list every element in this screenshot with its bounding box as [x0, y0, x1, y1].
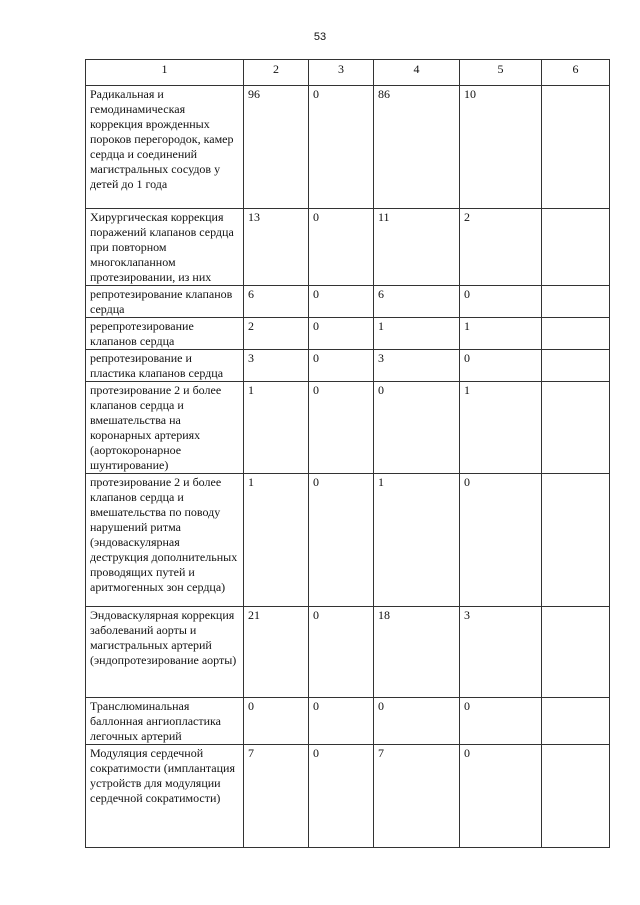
row-label: Модуляция сердечной сократимости (имплантация устройств для модуляции сердечной сократимости)	[86, 745, 244, 848]
table-row	[86, 382, 610, 474]
table-cell: 0	[309, 607, 374, 698]
row-label: Эндоваскулярная коррекция заболеваний аорты и магистральных артерий (эндопротезирование аорты)	[86, 607, 244, 698]
table-cell: 6	[244, 286, 309, 318]
table-cell: 1	[460, 318, 542, 350]
table-cell: 0	[460, 286, 542, 318]
table-row	[86, 698, 610, 745]
table-cell	[542, 698, 610, 745]
table-cell: 0	[309, 86, 374, 209]
row-label: ререпротезирование клапанов сердца	[86, 318, 244, 350]
row-label: протезирование 2 и более клапанов сердца и вмешательства по поводу нарушений ритма (эндоваскулярная деструкция дополнительных проводящих путей и аритмогенных зон сердца)	[86, 474, 244, 607]
table-cell: 6	[374, 286, 460, 318]
column-header: 1	[86, 60, 244, 86]
column-header: 5	[460, 60, 542, 86]
table-cell: 0	[309, 286, 374, 318]
table-cell: 0	[460, 474, 542, 607]
column-header: 2	[244, 60, 309, 86]
data-table	[85, 59, 610, 848]
table-cell: 7	[244, 745, 309, 848]
table-cell	[542, 286, 610, 318]
table-cell: 1	[374, 318, 460, 350]
header-row	[86, 60, 610, 86]
table-row	[86, 745, 610, 848]
table-cell: 0	[374, 698, 460, 745]
table-cell: 0	[460, 698, 542, 745]
table-cell: 0	[309, 698, 374, 745]
table-cell: 1	[374, 474, 460, 607]
table-cell	[542, 745, 610, 848]
table-cell	[542, 86, 610, 209]
table-cell: 86	[374, 86, 460, 209]
table-cell: 0	[309, 474, 374, 607]
table-row	[86, 86, 610, 209]
table-cell: 2	[244, 318, 309, 350]
row-label: репротезирование клапанов сердца	[86, 286, 244, 318]
table-cell	[542, 607, 610, 698]
table-cell	[542, 382, 610, 474]
table-cell	[542, 474, 610, 607]
table-row	[86, 286, 610, 318]
page-number: 53	[313, 31, 327, 43]
table-cell: 18	[374, 607, 460, 698]
column-header: 4	[374, 60, 460, 86]
table-cell: 10	[460, 86, 542, 209]
row-label: протезирование 2 и более клапанов сердца и вмешательства на коронарных артериях (аортокоронарное шунтирование)	[86, 382, 244, 474]
table-cell: 7	[374, 745, 460, 848]
table-cell: 1	[244, 474, 309, 607]
table-cell: 96	[244, 86, 309, 209]
table-cell: 0	[309, 350, 374, 382]
table-cell	[542, 318, 610, 350]
table-cell: 2	[460, 209, 542, 286]
table-cell: 21	[244, 607, 309, 698]
table-cell: 3	[460, 607, 542, 698]
table-row	[86, 318, 610, 350]
table-row	[86, 474, 610, 607]
row-label: Транслюминальная баллонная ангиопластика легочных артерий	[86, 698, 244, 745]
table-cell: 13	[244, 209, 309, 286]
table-cell: 0	[460, 350, 542, 382]
column-header: 3	[309, 60, 374, 86]
table-cell: 3	[374, 350, 460, 382]
table-cell: 1	[244, 382, 309, 474]
table-cell: 0	[309, 318, 374, 350]
table-row	[86, 350, 610, 382]
row-label: Радикальная и гемодинамическая коррекция врожденных пороков перегородок, камер сердца и соединений магистральных сосудов у детей до 1 года	[86, 86, 244, 209]
row-label: Хирургическая коррекция поражений клапанов сердца при повторном многоклапанном протезировании, из них	[86, 209, 244, 286]
table-cell	[542, 209, 610, 286]
table-cell: 0	[374, 382, 460, 474]
table-cell: 0	[309, 745, 374, 848]
table-cell: 11	[374, 209, 460, 286]
table-cell: 0	[244, 698, 309, 745]
table-cell: 1	[460, 382, 542, 474]
table-cell: 0	[309, 382, 374, 474]
row-label: репротезирование и пластика клапанов сердца	[86, 350, 244, 382]
table-row	[86, 209, 610, 286]
table-cell: 3	[244, 350, 309, 382]
table-cell: 0	[460, 745, 542, 848]
table-cell	[542, 350, 610, 382]
table-cell: 0	[309, 209, 374, 286]
column-header: 6	[542, 60, 610, 86]
table-row	[86, 607, 610, 698]
